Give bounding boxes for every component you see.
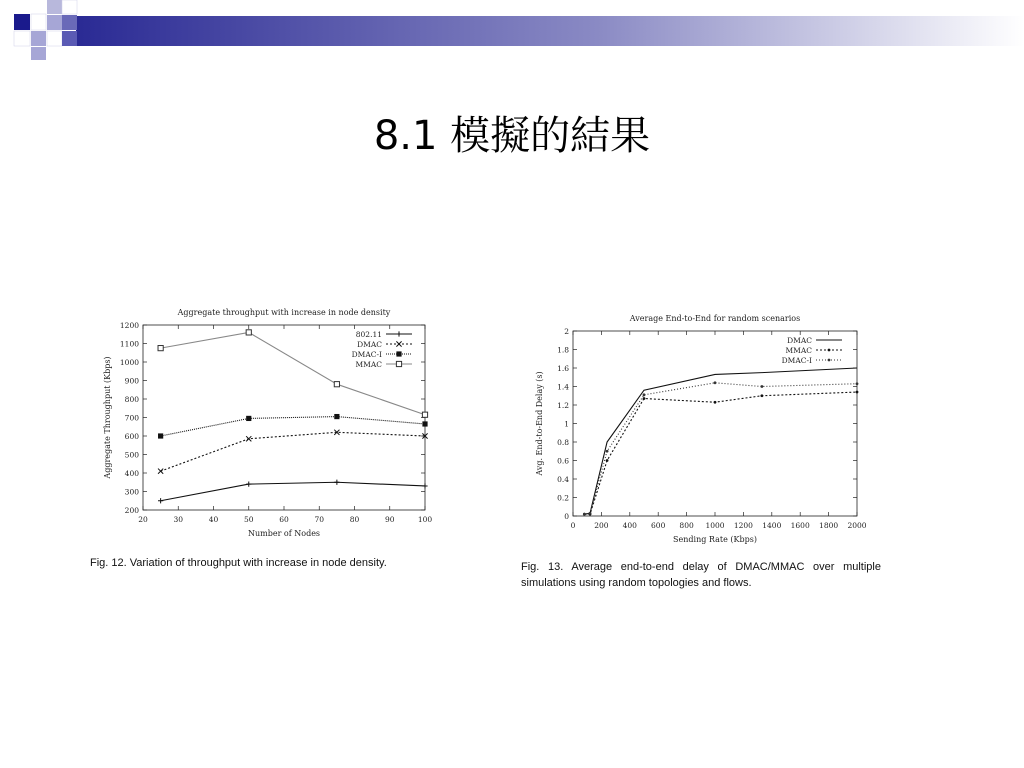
data-point: [828, 359, 831, 362]
data-point: [606, 459, 609, 462]
legend-label: MMAC: [785, 346, 812, 355]
y-tick-label: 1: [564, 419, 569, 429]
data-point: [334, 382, 339, 387]
data-point: [396, 361, 401, 366]
x-tick-label: 800: [679, 521, 694, 530]
data-point: [856, 382, 859, 385]
data-point: [246, 330, 251, 335]
deco-square: [47, 15, 62, 30]
y-tick-label: 0.6: [557, 456, 569, 466]
x-tick-label: 400: [622, 521, 637, 530]
y-tick-label: 700: [124, 413, 139, 423]
data-point: [246, 416, 251, 421]
x-tick-label: 90: [384, 515, 395, 524]
x-tick-label: 1000: [705, 521, 725, 530]
deco-square: [62, 31, 77, 46]
header-decoration: [0, 0, 1024, 60]
deco-square: [14, 14, 30, 30]
data-point: [334, 414, 339, 419]
data-point: [422, 421, 427, 426]
x-tick-label: 20: [138, 515, 148, 524]
legend-label: DMAC: [787, 336, 812, 345]
series-line: [584, 383, 857, 514]
y-tick-label: 0.2: [557, 493, 569, 503]
y-tick-label: 1.6: [557, 364, 569, 373]
deco-square: [31, 47, 46, 60]
plot-frame: [573, 331, 857, 516]
legend-label: DMAC-I: [351, 350, 382, 359]
y-tick-label: 1100: [119, 339, 139, 349]
series-line: [161, 482, 425, 501]
y-tick-label: 500: [124, 450, 139, 460]
chart-title: Average End-to-End for random scenarios: [629, 314, 801, 323]
legend-label: DMAC-I: [781, 356, 812, 365]
data-point: [760, 385, 763, 388]
y-tick-label: 1200: [119, 321, 139, 330]
data-point: [583, 513, 586, 516]
figure-12-caption: Fig. 12. Variation of throughput with increase in node density.: [90, 557, 387, 569]
x-axis-label: Sending Rate (Kbps): [673, 535, 757, 544]
legend-label: 802.11: [355, 330, 382, 339]
y-tick-label: 900: [124, 376, 139, 386]
y-tick-label: 1.2: [557, 401, 569, 410]
throughput-chart: [90, 300, 460, 550]
data-point: [856, 391, 859, 394]
figure-13-caption: Fig. 13. Average end-to-end delay of DMAC/MMAC over multiple simulations using random topologies and flows.: [521, 561, 881, 589]
x-tick-label: 60: [279, 515, 289, 524]
data-point: [396, 351, 401, 356]
x-tick-label: 1200: [733, 521, 753, 530]
deco-square: [14, 31, 30, 46]
data-point: [396, 341, 401, 346]
data-point: [589, 512, 592, 515]
data-point: [828, 349, 831, 352]
data-point: [396, 331, 401, 336]
deco-square: [62, 0, 77, 14]
data-point: [158, 346, 163, 351]
y-tick-label: 0: [564, 512, 569, 521]
header-gradient-bar: [76, 16, 1024, 46]
series-line: [584, 392, 857, 514]
y-tick-label: 1000: [119, 358, 139, 367]
data-point: [334, 480, 339, 485]
x-tick-label: 100: [417, 515, 433, 524]
deco-square: [62, 15, 77, 30]
data-point: [643, 397, 646, 400]
x-tick-label: 600: [651, 521, 666, 530]
deco-square: [47, 0, 62, 14]
y-tick-label: 1.4: [557, 382, 569, 392]
x-tick-label: 200: [594, 521, 609, 530]
data-point: [158, 469, 163, 474]
data-point: [246, 436, 251, 441]
data-point: [158, 498, 163, 503]
x-tick-label: 50: [243, 515, 254, 524]
legend-label: DMAC: [357, 340, 382, 349]
deco-square: [47, 31, 62, 46]
y-tick-label: 200: [124, 506, 139, 515]
slide-title: 8.1 模擬的結果: [373, 113, 651, 159]
data-point: [422, 412, 427, 417]
deco-square: [31, 31, 46, 46]
series-line: [161, 417, 425, 436]
x-tick-label: 30: [173, 515, 184, 524]
y-tick-label: 0.4: [557, 475, 569, 484]
y-tick-label: 600: [124, 432, 139, 441]
y-axis-label: Avg. End-to-End Delay (s): [535, 371, 544, 476]
data-point: [422, 483, 427, 488]
x-tick-label: 80: [349, 515, 360, 524]
data-point: [643, 393, 646, 396]
legend-label: MMAC: [355, 360, 382, 369]
data-point: [714, 381, 717, 384]
y-tick-label: 2: [564, 327, 569, 336]
x-tick-label: 1600: [790, 521, 810, 530]
x-axis-label: Number of Nodes: [247, 529, 321, 538]
data-point: [760, 394, 763, 397]
data-point: [606, 450, 609, 453]
data-point: [714, 401, 717, 404]
x-tick-label: 40: [208, 515, 219, 524]
y-axis-label: Aggregate Throughput (Kbps): [103, 356, 112, 479]
y-tick-label: 800: [124, 395, 139, 404]
deco-square: [31, 14, 46, 30]
x-tick-label: 2000: [847, 521, 867, 530]
series-line: [584, 368, 857, 514]
y-tick-label: 0.8: [557, 438, 569, 447]
x-tick-label: 1400: [762, 521, 782, 530]
y-tick-label: 300: [124, 487, 139, 497]
x-tick-label: 70: [314, 515, 325, 524]
chart-title: Aggregate throughput with increase in node density: [177, 308, 391, 317]
y-tick-label: 400: [124, 469, 139, 478]
series-line: [161, 332, 425, 414]
data-point: [158, 433, 163, 438]
y-tick-label: 1.8: [557, 345, 569, 355]
x-tick-label: 0: [570, 521, 576, 530]
delay-chart: [520, 304, 880, 554]
series-line: [161, 432, 425, 471]
data-point: [246, 482, 251, 487]
x-tick-label: 1800: [819, 521, 839, 530]
